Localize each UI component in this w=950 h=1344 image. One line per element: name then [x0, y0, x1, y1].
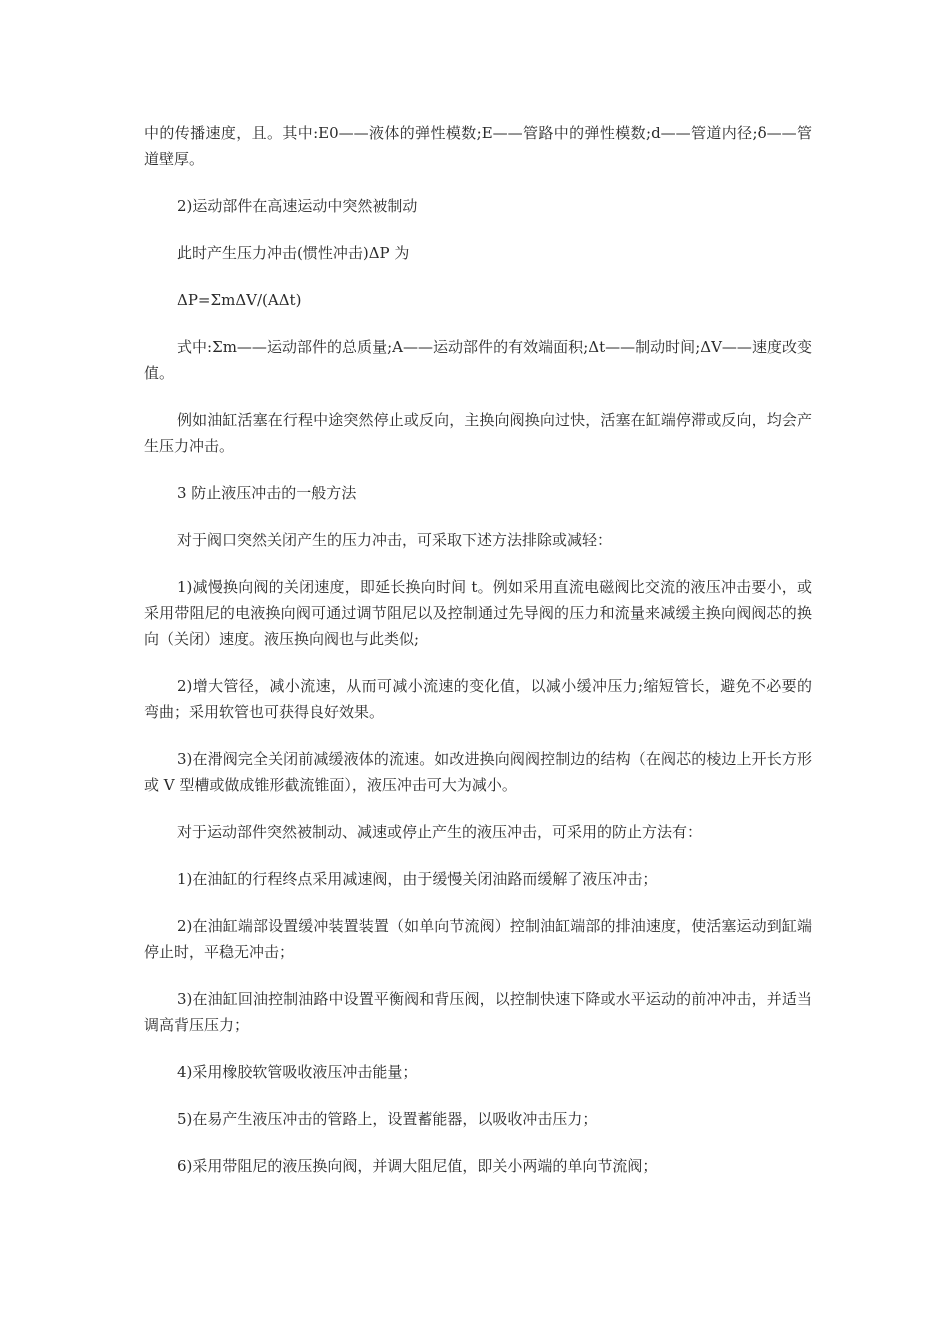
list-item-valve-3: 3)在滑阀完全关闭前减缓液体的流速。如改进换向阀阀控制边的结构（在阀芯的棱边上开长方形或 V 型槽或做成锥形截流锥面），液压冲击可大为减小。	[144, 750, 812, 794]
document-page	[144, 120, 812, 1200]
list-item-braking-6: 6)采用带阻尼的液压换向阀，并调大阻尼值，即关小两端的单向节流阀；	[177, 1157, 658, 1175]
paragraph-example: 例如油缸活塞在行程中途突然停止或反向，主换向阀换向过快，活塞在缸端停滞或反向，均会产生压力冲击。	[144, 411, 812, 455]
paragraph-sudden-braking-heading: 2)运动部件在高速运动中突然被制动	[177, 197, 418, 215]
list-item-valve-2: 2)增大管径，减小流速，从而可减小流速的变化值，以减小缓冲压力;缩短管长，避免不必要的弯曲；采用软管也可获得良好效果。	[144, 677, 812, 721]
paragraph-formula-legend: 式中:Σm——运动部件的总质量;A——运动部件的有效端面积;Δt——制动时间;ΔV——速度改变值。	[144, 338, 812, 382]
paragraph-valve-closing-intro: 对于阀口突然关闭产生的压力冲击，可采取下述方法排除或减轻：	[177, 531, 613, 549]
list-item-braking-5: 5)在易产生液压冲击的管路上，设置蓄能器，以吸收冲击压力；	[177, 1110, 598, 1128]
list-item-braking-1: 1)在油缸的行程终点采用减速阀，由于缓慢关闭油路而缓解了液压冲击；	[177, 870, 658, 888]
list-item-braking-3: 3)在油缸回油控制油路中设置平衡阀和背压阀，以控制快速下降或水平运动的前冲冲击，并适当调高背压压力；	[144, 990, 812, 1034]
list-item-braking-2: 2)在油缸端部设置缓冲装置装置（如单向节流阀）控制油缸端部的排油速度，使活塞运动到缸端停止时，平稳无冲击；	[144, 917, 812, 961]
paragraph-propagation-speed: 中的传播速度，且。其中:E0——液体的弹性模数;E——管路中的弹性模数;d——管道内径;δ——管道壁厚。	[144, 124, 812, 168]
list-item-braking-4: 4)采用橡胶软管吸收液压冲击能量；	[177, 1063, 418, 1081]
paragraph-braking-intro: 对于运动部件突然被制动、减速或停止产生的液压冲击，可采用的防止方法有：	[177, 823, 703, 841]
section-heading-prevention: 3 防止液压冲击的一般方法	[177, 484, 357, 502]
paragraph-inertia-impact: 此时产生压力冲击(惯性冲击)ΔP 为	[177, 244, 410, 262]
list-item-valve-1: 1)减慢换向阀的关闭速度，即延长换向时间 t。例如采用直流电磁阀比交流的液压冲击要小，或采用带阻尼的电液换向阀可通过调节阻尼以及控制通过先导阀的压力和流量来减缓主换向阀阀芯的换向（关闭）速度。液压换向阀也与此类似;	[144, 578, 812, 648]
paragraph-formula: ΔP=ΣmΔV/(AΔt)	[177, 291, 302, 309]
